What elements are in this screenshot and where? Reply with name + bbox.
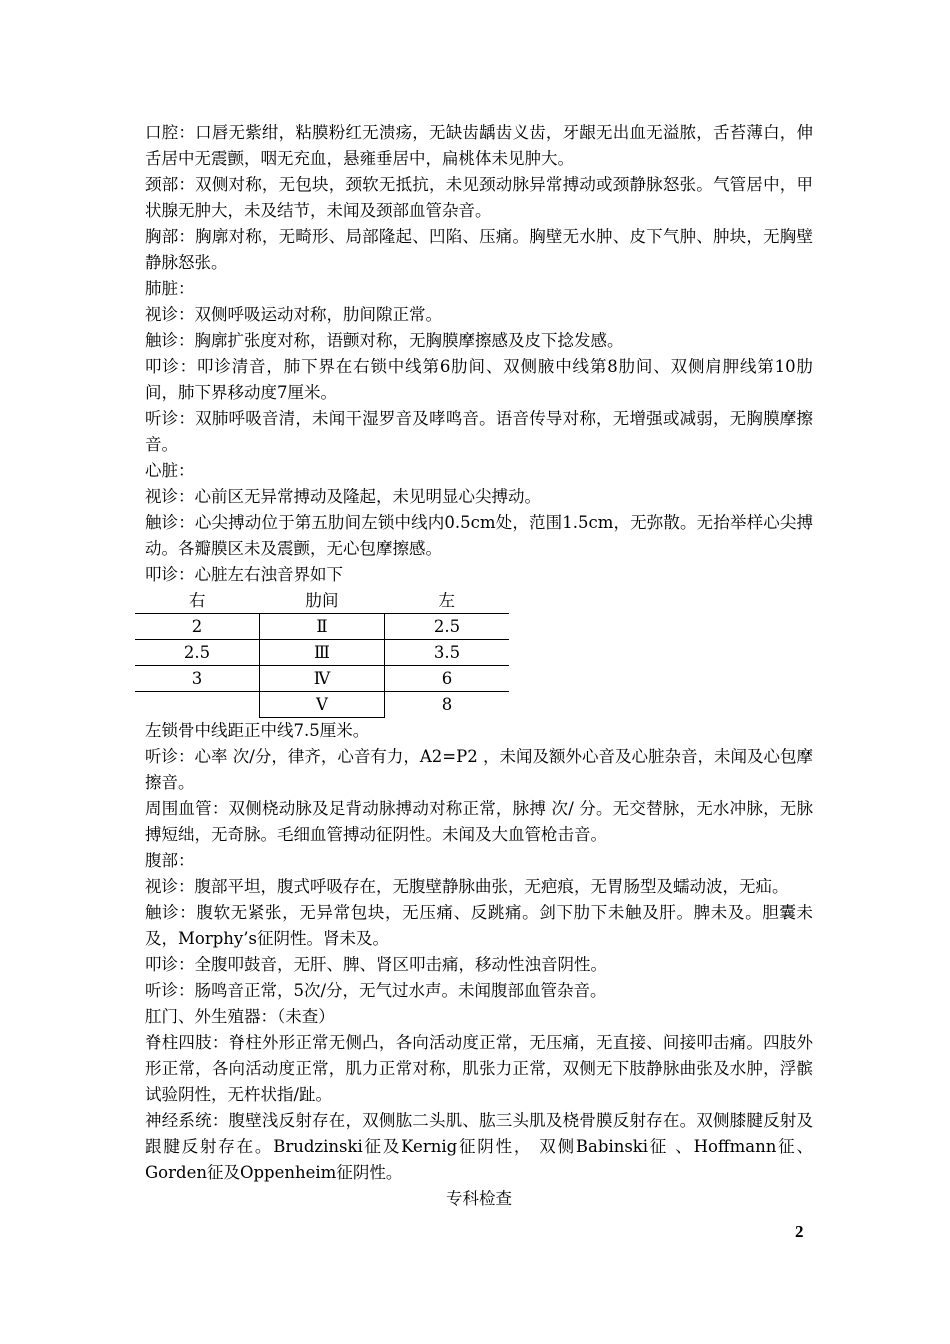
table-cell-intercostal: Ⅳ [260,666,385,692]
table-header-row [135,588,509,614]
table-cell-left: 2.5 [385,614,510,640]
paragraph-nervous-system: 神经系统：腹壁浅反射存在，双侧肱二头肌、肱三头肌及桡骨膜反射存在。双侧膝腱反射及跟腱反射存在。Brudzinski征及Kernig征阴性， 双侧Babinski征 、Hoffmann征、Gorden征及Oppenheim征阴性。 [145,1111,813,1182]
paragraph-abdomen-percussion: 叩诊：全腹叩鼓音，无肝、脾、肾区叩击痛，移动性浊音阴性。 [145,955,607,974]
table-header-intercostal: 肋间 [260,588,385,614]
paragraph-heart-percussion: 叩诊：心脏左右浊音界如下 [145,565,343,584]
heading-heart: 心脏： [145,461,195,480]
heading-abdomen: 腹部： [145,851,195,870]
section-heading: 专科检查 [446,1189,512,1208]
table-row [135,640,509,666]
table-cell-left: 6 [385,666,510,692]
table-cell-intercostal: Ⅱ [260,614,385,640]
paragraph-peripheral-vessels: 周围血管：双侧桡动脉及足背动脉搏动对称正常，脉搏 次/ 分。无交替脉，无水冲脉，无脉搏短绌，无奇脉。毛细血管搏动征阴性。未闻及大血管枪击音。 [145,799,813,844]
paragraph-lung-inspection: 视诊：双侧呼吸运动对称，肋间隙正常。 [145,305,442,324]
paragraph-heart-palpation: 触诊：心尖搏动位于第五肋间左锁中线内0.5cm处，范围1.5cm，无弥散。无抬举样心尖搏动。各瓣膜区未及震颤，无心包摩擦感。 [145,513,813,558]
paragraph-anus-genitals: 肛门、外生殖器：（未查） [145,1007,335,1026]
table-cell-left: 8 [441,695,453,715]
table-row [135,692,509,718]
table-row [135,614,509,640]
paragraph-spine-limbs: 脊柱四肢：脊柱外形正常无侧凸，各向活动度正常，无压痛，无直接、间接叩击痛。四肢外形正常，各向活动度正常，肌力正常对称，肌张力正常，双侧无下肢静脉曲张及水肿，浮髌试验阴性，无杵状指/趾。 [145,1033,813,1104]
table-cell-intercostal: Ⅴ [260,692,385,718]
paragraph-abdomen-palpation: 触诊：腹软无紧张，无异常包块，无压痛、反跳痛。剑下肋下未触及肝。脾未及。胆囊未及，Morphy’s征阴性。肾未及。 [145,903,813,948]
paragraph-oral: 口腔：口唇无紫绀，粘膜粉红无溃疡，无缺齿龋齿义齿，牙龈无出血无溢脓，舌苔薄白，伸舌居中无震颤，咽无充血，悬雍垂居中，扁桃体未见肿大。 [145,123,813,168]
table-cell-right: 2 [135,614,260,640]
table-cell-right: 3 [135,666,260,692]
cardiac-dullness-table [135,588,509,718]
paragraph-chest: 胸部：胸廓对称，无畸形、局部隆起、凹陷、压痛。胸壁无水肿、皮下气肿、肿块，无胸壁静脉怒张。 [145,227,813,272]
paragraph-lung-palpation: 触诊：胸廓扩张度对称，语颤对称，无胸膜摩擦感及皮下捻发感。 [145,331,624,350]
table-row [135,666,509,692]
paragraph-heart-auscultation: 听诊：心率 次/分，律齐，心音有力，A2=P2 ，未闻及额外心音及心脏杂音，未闻及心包摩擦音。 [145,747,813,792]
paragraph-lung-auscultation: 听诊：双肺呼吸音清，未闻干湿罗音及哮鸣音。语音传导对称，无增强或减弱，无胸膜摩擦音。 [145,409,813,454]
table-cell-intercostal: Ⅲ [260,640,385,666]
paragraph-midclavicular-distance: 左锁骨中线距正中线7.5厘米。 [145,721,370,740]
document-body [145,120,813,1212]
paragraph-heart-inspection: 视诊：心前区无异常搏动及隆起，未见明显心尖搏动。 [145,487,541,506]
table-cell-right [135,692,260,718]
paragraph-abdomen-auscultation: 听诊：肠鸣音正常，5次/分，无气过水声。未闻腹部血管杂音。 [145,981,607,1000]
paragraph-lung-percussion: 叩诊：叩诊清音，肺下界在右锁中线第6肋间、双侧腋中线第8肋间、双侧肩胛线第10肋间，肺下界移动度7厘米。 [145,357,813,402]
heading-lungs: 肺脏： [145,279,195,298]
paragraph-neck: 颈部：双侧对称，无包块，颈软无抵抗，未见颈动脉异常搏动或颈静脉怒张。气管居中，甲状腺无肿大，未及结节，未闻及颈部血管杂音。 [145,175,813,220]
table-header-left: 左 [385,588,510,614]
page-number: 2 [795,1222,804,1241]
paragraph-abdomen-inspection: 视诊：腹部平坦，腹式呼吸存在，无腹壁静脉曲张，无疤痕，无胃肠型及蠕动波，无疝。 [145,877,789,896]
table-cell-right: 2.5 [135,640,260,666]
table-cell-left: 3.5 [385,640,510,666]
table-header-right: 右 [135,588,260,614]
